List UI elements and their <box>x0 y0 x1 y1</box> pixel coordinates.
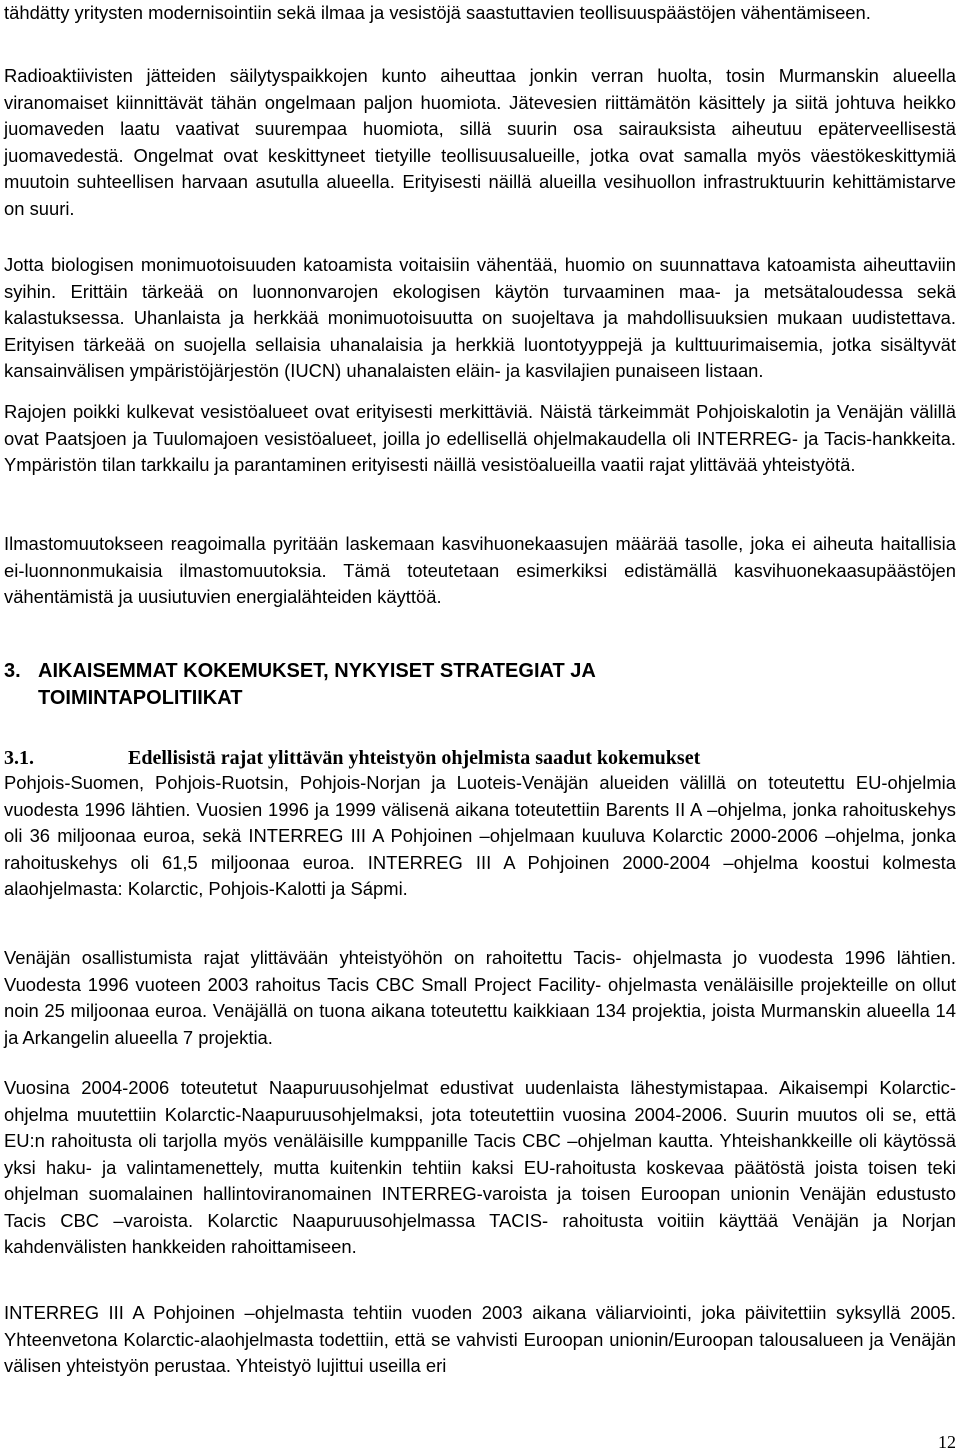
section-heading-line1: 3. AIKAISEMMAT KOKEMUKSET, NYKYISET STRATEGIAT JA <box>4 658 596 685</box>
paragraph-evaluation: INTERREG III A Pohjoinen –ohjelmasta tehtiin vuoden 2003 aikana väliarviointi, joka päivitettiin syksyllä 2005. Yhteenvetona Kolarctic-alaohjelmasta todettiin, että se vahvisti Euroopan unionin/Euroopan talousalueen ja Venäjän välisen yhteistyön perustaa. Yhteistyö lujittui useilla eri <box>4 1302 956 1376</box>
subsection-number: 3.1. <box>4 747 34 769</box>
section-heading <box>4 658 596 712</box>
page-number: 12 <box>938 1432 956 1452</box>
paragraph-climate-change: Ilmastomuutokseen reagoimalla pyritään laskemaan kasvihuonekaasujen määrää tasolle, joka ei aiheuta haitallisia ei-luonnonmukaisia ilmastomuutoksia. Tämä toteutetaan esimerkiksi edistämällä kasvihuonekaasupäästöjen vähentämistä ja uusiutuvien energialähteiden käyttöä. <box>4 533 956 607</box>
paragraph-biodiversity: Jotta biologisen monimuotoisuuden katoamista voitaisiin vähentää, huomio on suunnattava katoamista aiheuttaviin syihin. Erittäin tärkeää on luonnonvarojen ekologisen käytön turvaaminen maa- ja metsätaloudessa sekä kalastuksessa. Uhanlaista ja herkkää monimuotoisuutta on suojeltava ja mahdollisuuksien mukaan uudistettava. Erityisen tärkeää on suojella sellaisia uhanalaisia ja herkkiä luontotyyppejä ja kulttuurimaisemia, jotka sisältyvät kansainvälisen ympäristöjärjestön (IUCN) uhanalaisten eläin- ja kasvilajien punaiseen listaan. <box>4 254 956 381</box>
subsection-title: Edellisistä rajat ylittävän yhteistyön ohjelmista saadut kokemukset <box>128 747 701 769</box>
paragraph-neighbourhood-programmes: Vuosina 2004-2006 toteutetut Naapuruusohjelmat edustivat uudenlaista lähestymistapaa. Aikaisempi Kolarctic-ohjelma muutettiin Kolarctic-Naapuruusohjelmaksi, jota toteutettiin vuosina 2004-2006. Suurin muutos oli se, että EU:n rahoitusta oli tarjolla myös venäläisille kumppanille Tacis CBC –ohjelman kautta. Yhteishankkeille oli käytössä yksi haku- ja valintamenettely, mutta kuitenkin tehtiin kaksi EU-rahoitusta koskevaa päätöstä joista toisen teki ohjelman suomalainen hallintoviranomainen INTERREG-varoista ja toisen Euroopan unionin Venäjän edustusto Tacis CBC –varoista. Kolarctic Naapuruusohjelmassa TACIS- rahoitusta voitiin käyttää Venäjän ja Norjan kahdenvälisten hankkeiden rahoittamiseen. <box>4 1077 956 1257</box>
subsection-heading <box>4 745 700 771</box>
paragraph-intro-continuation: tähdätty yritysten modernisointiin sekä ilmaa ja vesistöjä saastuttavien teollisuuspäästöjen vähentämiseen. <box>4 2 871 23</box>
paragraph-radioactive-waste: Radioaktiivisten jätteiden säilytyspaikkojen kunto aiheuttaa jonkin verran huolta, tosin Murmanskin alueella viranomaiset kiinnittävät tähän ongelmaan paljon huomiota. Jätevesien riittämätön käsittely ja siitä johtuva heikko juomaveden laatu vaativat suurempaa huomiota, sillä suurin osa sairauksista aiheutuu epäterveellisestä juomavedestä. Ongelmat ovat keskittyneet tietyille teollisuusalueille, jotka ovat samalla myös väestökeskittymiä muutoin suhteellisen harvaan asutulla alueella. Erityisesti näillä alueilla vesihuollon infrastruktuurin kehittämistarve on suuri. <box>4 65 956 219</box>
paragraph-tacis: Venäjän osallistumista rajat ylittävään yhteistyöhön on rahoitettu Tacis- ohjelmasta jo vuodesta 1996 lähtien. Vuodesta 1996 vuoteen 2003 rahoitus Tacis CBC Small Project Facility- ohjelmasta venäläisille projekteille on ollut noin 25 miljoonaa euroa. Venäjällä on tuona aikana toteutettu kaikkiaan 134 projektia, joista Murmanskin alueella 14 ja Arkangelin alueella 7 projektia. <box>4 947 956 1048</box>
section-heading-line2: TOIMINTAPOLITIIKAT <box>38 687 243 709</box>
section-number: 3. <box>4 660 21 682</box>
paragraph-eu-programmes: Pohjois-Suomen, Pohjois-Ruotsin, Pohjois-Norjan ja Luoteis-Venäjän alueiden välillä on toteutettu EU-ohjelmia vuodesta 1996 lähtien. Vuosien 1996 ja 1999 välisenä aikana toteutettiin Barents II A –ohjelma, jonka rahoituskehys oli 36 miljoonaa euroa, sekä INTERREG III A Pohjoinen –ohjelmaan kuuluva Kolarctic 2000-2006 –ohjelma, jonka rahoituskehys oli 61,5 miljoonaa euroa. INTERREG III A Pohjoinen 2000-2004 –ohjelma koostui kolmesta alaohjelmasta: Kolarctic, Pohjois-Kalotti ja Sápmi. <box>4 772 956 899</box>
paragraph-water-basins: Rajojen poikki kulkevat vesistöalueet ovat erityisesti merkittäviä. Näistä tärkeimmät Pohjoiskalotin ja Venäjän välillä ovat Paatsjoen ja Tuulomajoen vesistöalueet, joilla jo edellisellä ohjelmakaudella oli INTERREG- ja Tacis-hankkeita. Ympäristön tilan tarkkailu ja parantaminen erityisesti näillä vesistöalueilla vaatii rajat ylittävää yhteistyötä. <box>4 401 956 475</box>
